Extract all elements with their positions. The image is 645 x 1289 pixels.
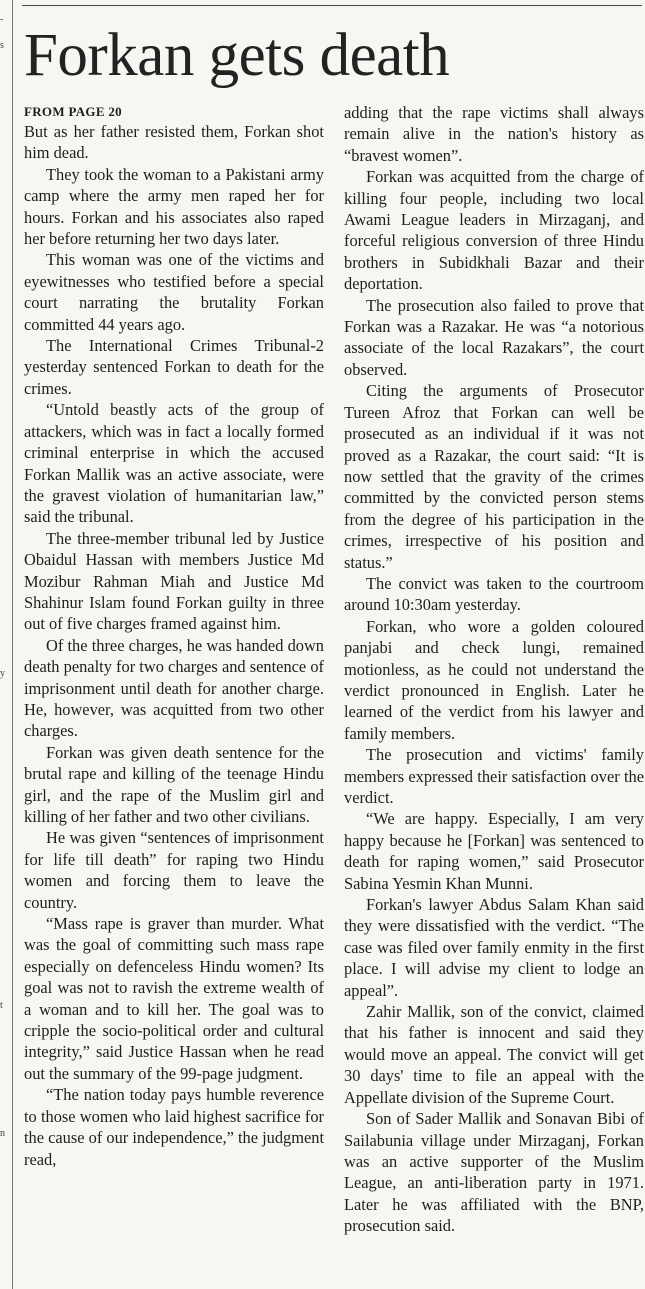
paragraph: They took the woman to a Pakistani army camp where the army men raped her for hours. Forkan and his associates also raped her before returning her two days later.: [24, 164, 324, 249]
paragraph: Forkan, who wore a golden coloured panjabi and check lungi, remained motionless, as he could not understand the verdict pronounced in English. Later he learned of the verdict from his lawyer and family members.: [344, 616, 644, 743]
paragraph: This woman was one of the victims and eyewitnesses who testified before a special court narrating the brutality Forkan committed 44 years ago.: [24, 250, 324, 334]
paragraph: The three-member tribunal led by Justice Obaidul Hassan with members Justice Md Mozibur Rahman Miah and Justice Md Shahinur Islam found Forkan guilty in three out of five charges framed against him.: [24, 528, 324, 634]
paragraph: adding that the rape victims shall always remain alive in the nation's history as “bravest women”.: [344, 103, 644, 165]
edge-mark: s: [0, 40, 4, 51]
top-rule: [22, 5, 642, 6]
paragraph: Forkan was acquitted from the charge of killing four people, including two local Awami League leaders in Mirzaganj, and forceful religious conversion of three Hindu brothers in Subidkhali Bazar and their deportation.: [344, 167, 644, 294]
article-column-right: [344, 102, 644, 1237]
paragraph: Forkan's lawyer Abdus Salam Khan said they were dissatisfied with the verdict. “The case was filed over family enmity in the first place. I will advise my client to lodge an appeal”.: [344, 895, 644, 1000]
paragraph: Forkan was given death sentence for the brutal rape and killing of the teenage Hindu girl, and the rape of the Muslim girl and killing of her father and two other civilians.: [24, 742, 324, 826]
edge-mark: y: [0, 668, 5, 679]
paragraph: “Untold beastly acts of the group of attackers, which was in fact a locally formed criminal enterprise in which the accused Forkan Mallik was an active associate, were the gravest violation of humanitarian law,” said the tribunal.: [24, 400, 324, 527]
paragraph: “The nation today pays humble reverence to those women who laid highest sacrifice for the cause of our independence,” the judgment read,: [24, 1085, 324, 1169]
paragraph: Zahir Mallik, son of the convict, claimed that his father is innocent and said they would move an appeal. The convict will get 30 days' time to file an appeal with the Appellate division of the Supreme Court.: [344, 1002, 644, 1107]
paragraph: “We are happy. Especially, I am very happy because he [Forkan] was sentenced to death for raping women,” said Prosecutor Sabina Yesmin Khan Munni.: [344, 809, 644, 893]
article-headline: Forkan gets death: [24, 22, 450, 89]
edge-mark: t: [0, 1000, 3, 1011]
dateline: FROM PAGE 20: [24, 104, 122, 119]
paragraph: He was given “sentences of imprisonment for life till death” for raping two Hindu women and forcing them to leave the country.: [24, 828, 324, 912]
article-column-left: [24, 102, 324, 1170]
paragraph: Of the three charges, he was handed down death penalty for two charges and sentence of imprisonment until death for another charge. He, however, was acquitted from two other charges.: [24, 635, 324, 741]
paragraph: Son of Sader Mallik and Sonavan Bibi of Sailabunia village under Mirzaganj, Forkan was an active supporter of the Muslim League, an anti-liberation party in 1971. Later he was affiliated with the BNP, prosecution said.: [344, 1109, 644, 1236]
paragraph: The prosecution and victims' family members expressed their satisfaction over the verdict.: [344, 745, 644, 807]
paragraph: Citing the arguments of Prosecutor Tureen Afroz that Forkan can well be prosecuted as an individual if it was not proved as a Razakar, the court said: “It is now settled that the gravity of the crimes committed by the convicted person stems from the degree of his participation in the crimes, irrespective of his position and status.”: [344, 381, 644, 572]
paragraph: The prosecution also failed to prove that Forkan was a Razakar. He was “a notorious associate of the local Razakars”, the court observed.: [344, 295, 644, 379]
paragraph: But as her father resisted them, Forkan shot him dead.: [24, 122, 324, 163]
left-column-rule: [12, 0, 13, 1289]
paragraph: The International Crimes Tribunal-2 yesterday sentenced Forkan to death for the crimes.: [24, 336, 324, 398]
edge-mark: n: [0, 1128, 5, 1139]
paragraph: The convict was taken to the courtroom around 10:30am yesterday.: [344, 573, 644, 615]
paragraph: “Mass rape is graver than murder. What was the goal of committing such mass rape especially on defenceless Hindu women? Its goal was not to ravish the extreme wealth of a woman and to kill her. The goal was to cripple the socio-political order and cultural integrity,” said Justice Hassan when he read out the summary of the 99-page judgment.: [24, 914, 324, 1083]
edge-mark: -: [0, 14, 4, 25]
